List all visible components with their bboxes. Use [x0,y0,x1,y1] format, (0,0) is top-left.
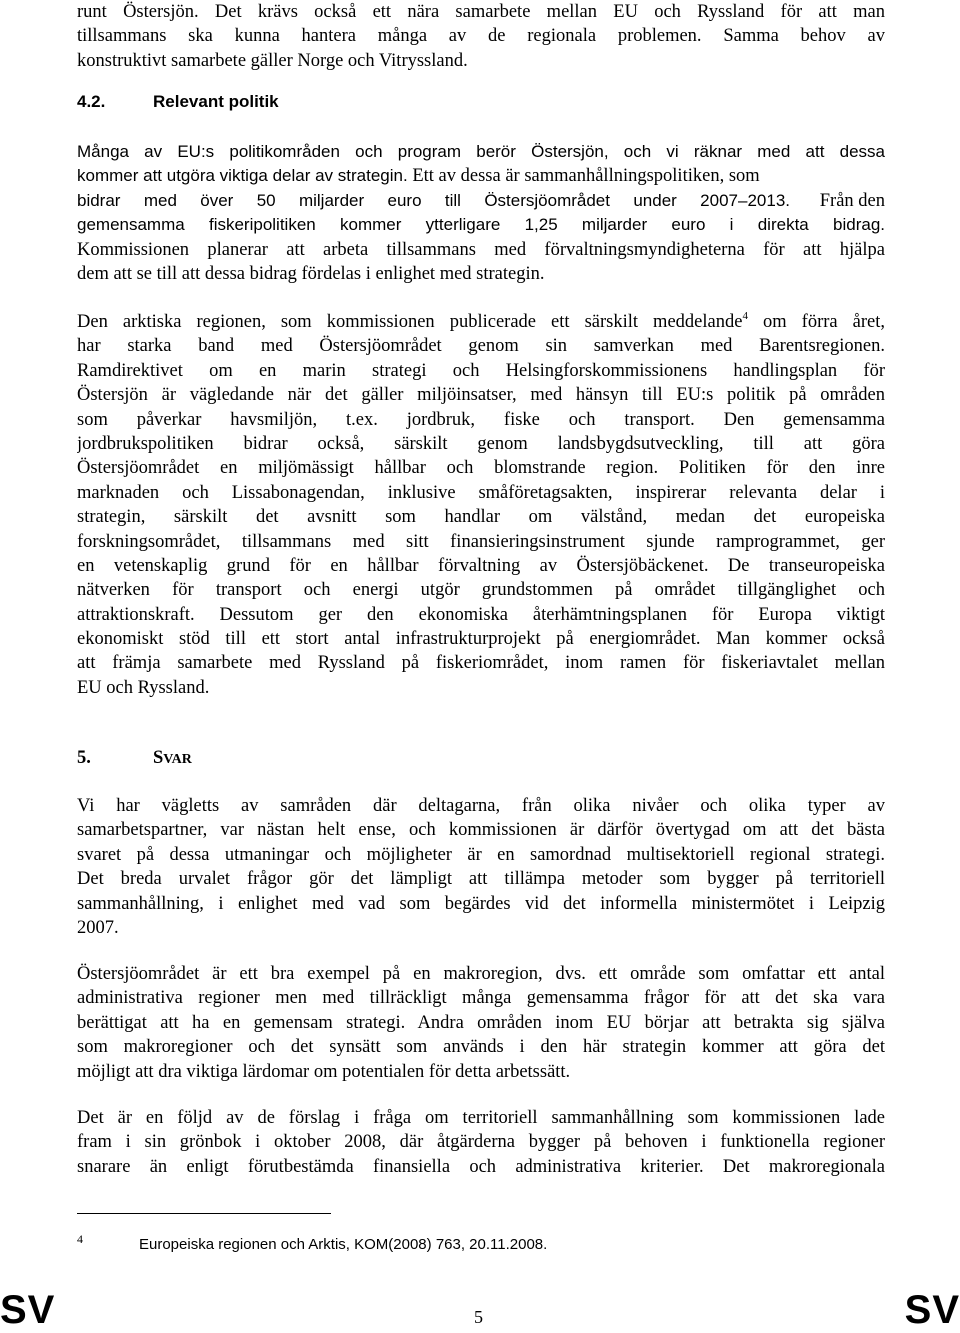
footnote-ref[interactable]: 4 [742,310,748,322]
paragraph-policy-serif [77,238,885,287]
paragraph-svar-1 [77,794,885,940]
text-line: bidrar med över 50 miljarder euro till Östersjöområdet under 2007–2013. [77,190,790,210]
text-line: strategin, särskilt det avsnitt som handlar om välstånd, medan det europeiska [77,507,885,528]
section-number: 4.2. [77,92,106,111]
text-segment: gemensamma fiskeripolitiken kommer ytterligare 1,25 miljarder euro i direkta bidrag. [77,215,885,235]
paragraph-top [77,0,885,73]
text-line [77,213,885,237]
footnote-text: Europeiska regionen och Arktis, KOM(2008) 763, 20.11.2008. [139,1236,548,1253]
text-line: Östersjöområdet är ett bra exempel på en makroregion, dvs. ett område som omfattar ett antal [77,964,885,984]
text-line: Många av EU:s politikområden och program berör Östersjön, och vi räknar med att dessa [77,142,885,161]
text-line: EU och Ryssland. [77,677,210,698]
section-title-initial: S [153,748,164,768]
paragraph-arctic [77,310,885,700]
page-number: 5 [474,1307,483,1327]
paragraph-svar-3 [77,1106,885,1179]
text-line: forskningsområdet, tillsammans med sitt finansieringsinstrument sjunde ramprogrammet, ger [77,531,885,552]
text-line: fram i sin grönbok i oktober 2008, där åtgärderna bygger på behoven i funktionella regioner [77,1132,885,1153]
text-segment: Från den [816,191,885,211]
section-title: Relevant politik [153,92,279,111]
section-title-rest: VAR [163,752,192,767]
text-line: dem att se till att dessa bidrag fördelas i enlighet med strategin. [77,263,545,284]
footnote-number: 4 [77,1232,83,1246]
text-line: Det är en följd av de förslag i fråga om territoriell sammanhållning som kommissionen lade [77,1108,885,1128]
text-segment: Den arktiska regionen, som kommissionen publicerade ett särskilt meddelande [77,312,743,332]
text-line: ekonomiskt stöd till ett stort antal infrastrukturprojekt på energiområdet. Man kommer också [77,629,885,650]
text-line: administrativa regioner men med tillräckligt många gemensamma frågor för att det ska vara [77,988,885,1009]
text-line: har starka band med Östersjöområdet genom sin samverkan med Barentsregionen. [77,336,885,357]
text-segment: om förra året, [747,312,885,332]
section-title-5 [153,748,192,769]
text-line: svaret på dessa utmaningar och möjligheter är en samordnad multisektoriell regional strategi. [77,844,885,865]
footnote-separator [77,1213,331,1214]
text-line: som makroregioner och det synsätt som används i den här strategin kommer att göra det [77,1037,885,1058]
text-line: jordbrukspolitiken bidrar också, särskilt genom landsbygdsutveckling, till att göra [77,433,885,454]
text-line: möjligt att dra viktiga lärdomar om potentialen för detta arbetssätt. [77,1061,571,1082]
text-segment: Ett av dessa är sammanhållningspolitiken, som [407,166,760,187]
text-line: 2007. [77,917,119,938]
text-line: Ramdirektivet om en marin strategi och Helsingforskommissionens handlingsplan för [77,360,885,381]
section-heading-5 [77,748,91,769]
text-line: nätverken för transport och energi utgör grundstommen på området tillgänglighet och [77,580,885,601]
text-line: Det breda urvalet frågor gör det lämpligt att tillämpa metoder som bygger på territoriell [77,869,885,890]
text-line [77,310,885,334]
text-line-mixed [77,164,885,188]
paragraph-policy-line5 [77,213,885,237]
text-line: Östersjön är vägledande när det gäller miljöinsatser, med hänsyn till EU:s politik på områden [77,385,885,406]
section-heading-4-2 [77,92,105,112]
text-line: som påverkar havsmiljön, t.ex. jordbruk, fiske och transport. Den gemensamma [77,409,885,430]
text-line: en vetenskaplig grund för en hållbar förvaltning av Östersjöbäckenet. De transeuropeiska [77,555,885,576]
text-line: Östersjöområdet en miljömässigt hållbar och blomstrande region. Politiken för den inre [77,458,885,479]
text-line: runt Östersjön. Det krävs också ett nära samarbete mellan EU och Ryssland för att man [77,2,885,22]
section-title-4-2 [153,92,279,112]
text-line: samarbetspartner, var nästan helt ense, och kommissionen är därför övertygad om att det bästa [77,820,885,841]
text-line: sammanhållning, i enlighet med vad som begärdes vid det informella ministermötet i Leipzig [77,893,885,914]
footer-language-left: SV [0,1288,56,1332]
paragraph-policy-line4-tail [77,189,885,213]
text-line: Kommissionen planerar att arbeta tillsammans med förvaltningsmyndigheterna för att hjälpa [77,239,885,260]
paragraph-svar-2 [77,962,885,1084]
text-line: Vi har vägletts av samråden där deltagarna, från olika nivåer och olika typer av [77,796,885,816]
footer-language-right: SV [904,1288,960,1332]
section-number: 5. [77,748,91,768]
text-segment: kommer att utgöra viktiga delar av strategin. [77,166,408,186]
text-line: attraktionskraft. Dessutom ger den ekonomiska återhämtningsplanen för Europa viktigt [77,604,885,625]
paragraph-policy [77,140,885,189]
text-line: konstruktivt samarbete gäller Norge och Vitryssland. [77,50,468,71]
text-line: snarare än enligt förutbestämda finansiella och administrativa kriterier. Det makroregionala [77,1156,885,1177]
text-line: berättigat att ha en gemensam strategi. Andra områden inom EU börjar att betrakta sig själva [77,1012,885,1033]
text-line: tillsammans ska kunna hantera många av de regionala problemen. Samma behov av [77,26,885,47]
text-line: marknaden och Lissabonagendan, inklusive småföretagsakten, inspirerar relevanta delar i [77,482,885,503]
text-line: att främja samarbete med Ryssland på fiskeriområdet, inom ramen för fiskeriavtalet mellan [77,653,885,674]
